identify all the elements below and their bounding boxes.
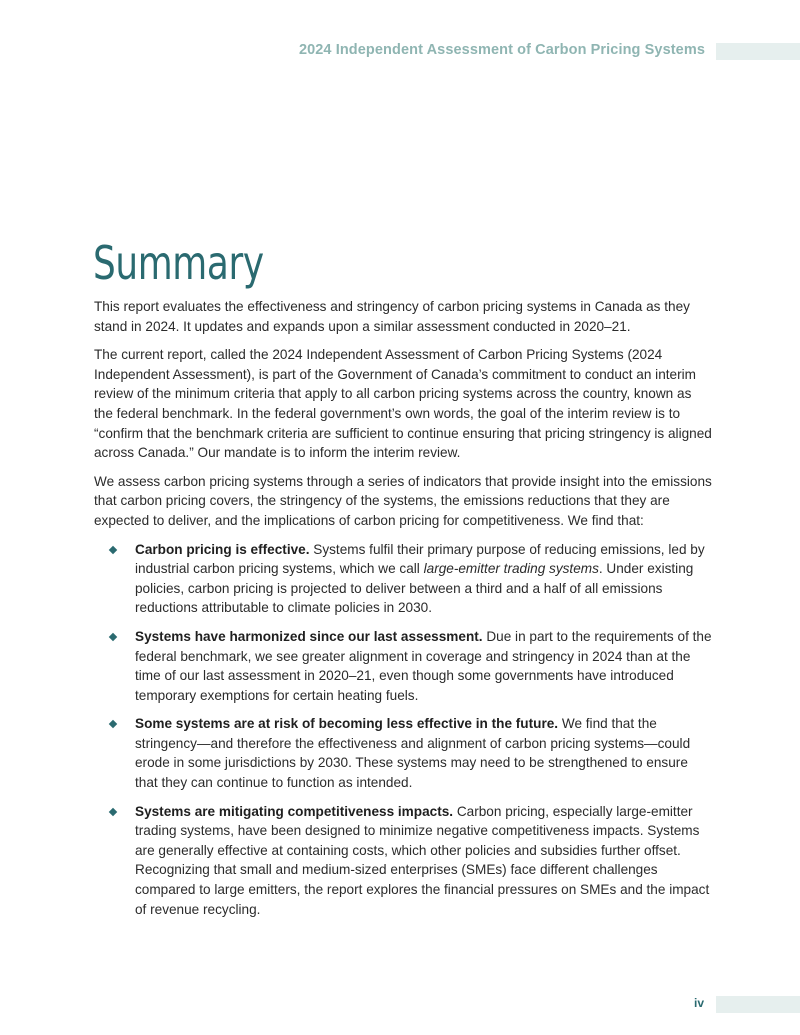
finding-text: Due in part to the requirements of the federal benchmark, we see greater alignment in coverage and stringency in 2024 than at the time of our last assessment in 2020–21, even though some governments have introduced temporary exemptions for certain heating fuels. (135, 628, 712, 703)
finding-lead: Systems are mitigating competitiveness impacts. (135, 803, 454, 819)
header-accent-bar (716, 43, 800, 60)
finding-italic-term: large-emitter trading systems (423, 561, 599, 577)
page-title: Summary (93, 236, 264, 290)
paragraph: This report evaluates the effectiveness and stringency of carbon pricing systems in Canada as they stand in 2024. It updates and expands upon a similar assessment conducted in 2020–21. (94, 299, 690, 334)
finding-lead: Some systems are at risk of becoming less effective in the future. (135, 716, 559, 732)
finding-item (94, 714, 714, 792)
finding-item (94, 540, 714, 618)
finding-item (94, 802, 714, 920)
finding-text: Systems fulfil their primary purpose of reducing emissions, led by industrial carbon pricing systems, which we call (135, 541, 705, 577)
footer-accent-bar (716, 996, 800, 1013)
diamond-bullet-icon (109, 633, 117, 641)
finding-item (94, 627, 714, 705)
findings-list (94, 540, 714, 920)
paragraph: The current report, called the 2024 Independent Assessment of Carbon Pricing Systems (2024 Independent Assessment), is part of the Government of Canada’s commitment to conduct an interim review of the minimum criteria that apply to all carbon pricing systems across the country, known as the federal benchmark. In the federal government’s own words, the goal of the interim review is to “confirm that the benchmark criteria are sufficient to continue ensuring that pricing stringency is aligned across Canada.” Our mandate is to inform the interim review. (94, 347, 712, 461)
finding-text: Carbon pricing, especially large-emitter trading systems, have been designed to minimize negative competitiveness impacts. Systems are generally effective at containing costs, which other policies and subsidies further offset. Recognizing that small and medium-sized enterprises (SMEs) face different challenges compared to large emitters, the report explores the financial pressures on SMEs and the impact of revenue recycling. (135, 803, 710, 917)
finding-lead: Systems have harmonized since our last assessment. (135, 628, 483, 644)
finding-lead: Carbon pricing is effective. (135, 541, 310, 557)
running-header: 2024 Independent Assessment of Carbon Pricing Systems (298, 42, 705, 58)
summary-body (94, 297, 714, 928)
finding-text: . Under existing policies, carbon pricing is projected to deliver between a third and a half of all emissions reductions attributable to climate policies in 2030. (135, 561, 694, 616)
page-number: iv (694, 996, 705, 1010)
diamond-bullet-icon (109, 807, 117, 815)
diamond-bullet-icon (109, 545, 117, 553)
paragraph: We assess carbon pricing systems through a series of indicators that provide insight into the emissions that carbon pricing covers, the stringency of the systems, the emissions reductions that they are expected to deliver, and the implications of carbon pricing for competitiveness. We find that: (94, 473, 712, 528)
diamond-bullet-icon (109, 720, 117, 728)
finding-text: We find that the stringency—and therefore the effectiveness and alignment of carbon pricing systems—could erode in some jurisdictions by 2030. These systems may need to be strengthened to ensure that they can continue to function as intended. (135, 716, 691, 791)
